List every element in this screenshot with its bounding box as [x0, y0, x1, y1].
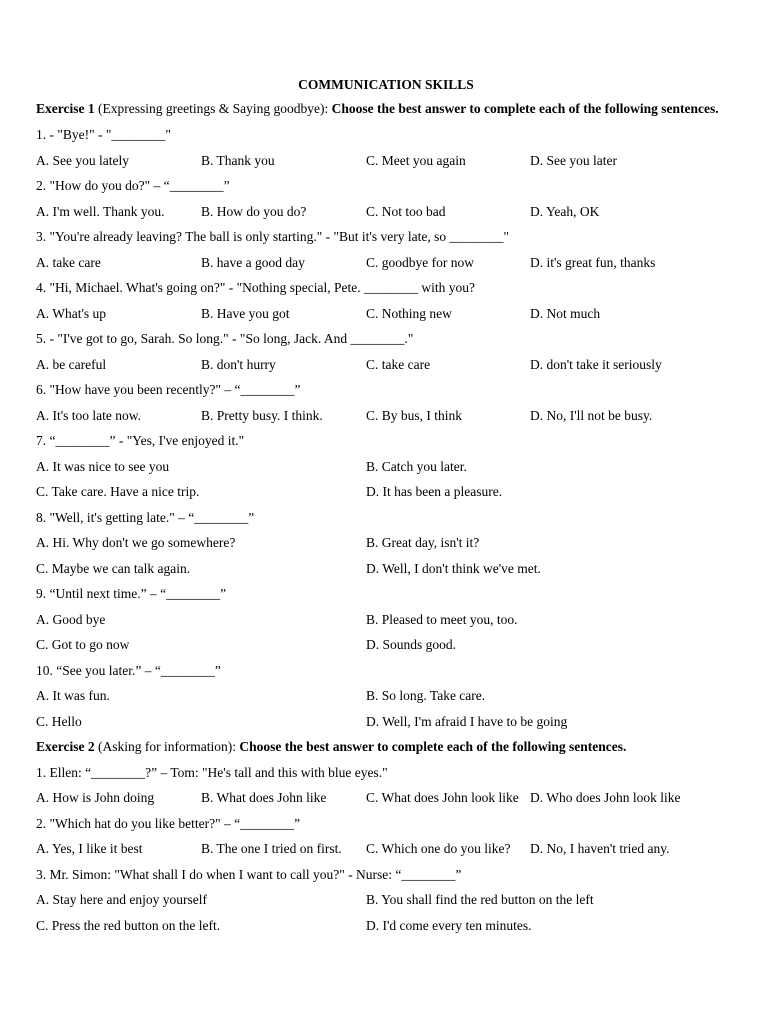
question-7: 7. “________” - "Yes, I've enjoyed it."	[36, 433, 245, 448]
question-10: 10. “See you later.” – “________”	[36, 662, 221, 678]
question-1: 1. - "Bye!" - "________"	[36, 127, 171, 142]
question-9: 9. “Until next time.” – “________”	[36, 586, 227, 601]
question-6: 6. "How have you been recently?" – “________”	[36, 382, 301, 397]
question-3-option-d: D. it's great fun, thanks	[530, 254, 656, 270]
exercise-2-question-3-option-d: D. I'd come every ten minutes.	[366, 917, 532, 933]
exercise-2-topic: (Asking for information):	[97, 739, 236, 754]
question-2-option-a: A. I'm well. Thank you.	[36, 203, 165, 219]
question-3: 3. "You're already leaving? The ball is only starting." - "But it's very late, so ________"	[36, 229, 509, 244]
exercise-1-label: Exercise 1	[36, 101, 95, 116]
question-5: 5. - "I've got to go, Sarah. So long." - "So long, Jack. And ________."	[36, 331, 414, 346]
exercise-2-question-2-option-d: D. No, I haven't tried any.	[530, 841, 670, 856]
question-2: 2. "How do you do?" – “________”	[36, 178, 230, 193]
exercise-2-question-3-options-cd	[36, 913, 736, 939]
question-1-option-c: C. Meet you again	[366, 152, 466, 168]
exercise-2-question-2-options	[36, 836, 736, 862]
question-7-options-cd	[36, 479, 736, 505]
exercise-2-heading	[36, 734, 736, 760]
question-9-options-ab	[36, 607, 736, 633]
question-5-option-a: A. be careful	[36, 356, 107, 372]
exercise-1-instruction: Choose the best answer to complete each of the following sentences.	[331, 101, 719, 116]
question-10-option-c: C. Hello	[36, 713, 82, 729]
question-8: 8. "Well, it's getting late." – “________”	[36, 509, 255, 525]
exercise-2-question-3-option-b: B. You shall find the red button on the left	[366, 892, 594, 907]
question-4-option-b: B. Have you got	[201, 305, 290, 321]
question-8-option-a: A. Hi. Why don't we go somewhere?	[36, 535, 236, 550]
question-4-option-d: D. Not much	[530, 305, 601, 321]
question-7-option-a: A. It was nice to see you	[36, 458, 170, 474]
exercise-2-question-1-option-d: D. Who does John look like	[530, 790, 681, 805]
question-8-options-cd	[36, 556, 736, 582]
exercise-2-question-1-options	[36, 785, 736, 811]
exercise-2-question-3: 3. Mr. Simon: "What shall I do when I want to call you?" - Nurse: “________”	[36, 866, 462, 882]
question-5-option-d: D. don't take it seriously	[530, 356, 662, 372]
question-10-option-b: B. So long. Take care.	[366, 688, 486, 703]
question-3-option-b: B. have a good day	[201, 254, 305, 270]
exercise-2-question-1-option-a: A. How is John doing	[36, 790, 155, 805]
question-10-option-d: D. Well, I'm afraid I have to be going	[366, 713, 568, 729]
question-8-option-c: C. Maybe we can talk again.	[36, 560, 191, 576]
question-3-options	[36, 250, 736, 276]
exercise-2-question-3-option-a: A. Stay here and enjoy yourself	[36, 892, 207, 907]
question-4-option-c: C. Nothing new	[366, 305, 452, 321]
question-7-options-ab	[36, 454, 736, 480]
question-2-option-b: B. How do you do?	[201, 203, 307, 219]
question-4-option-a: A. What's up	[36, 305, 107, 321]
exercise-2-question-2-option-b: B. The one I tried on first.	[201, 841, 342, 856]
question-1-option-a: A. See you lately	[36, 152, 129, 168]
question-2-option-d: D. Yeah, OK	[530, 203, 600, 219]
question-6-option-c: C. By bus, I think	[366, 407, 463, 423]
question-6-option-a: A. It's too late now.	[36, 407, 142, 423]
question-7-option-d: D. It has been a pleasure.	[366, 484, 503, 499]
question-7-option-b: B. Catch you later.	[366, 458, 467, 474]
question-9-option-a: A. Good bye	[36, 611, 106, 627]
worksheet-page	[36, 74, 736, 938]
exercise-2-question-3-options-ab	[36, 887, 736, 913]
question-9-option-c: C. Got to go now	[36, 637, 130, 652]
question-1-options	[36, 148, 736, 174]
question-5-option-c: C. take care	[366, 356, 431, 372]
question-6-option-d: D. No, I'll not be busy.	[530, 407, 653, 423]
question-3-option-c: C. goodbye for now	[366, 254, 474, 270]
exercise-2-question-1-option-b: B. What does John like	[201, 790, 327, 805]
question-8-option-d: D. Well, I don't think we've met.	[366, 560, 541, 576]
exercise-2-instruction: Choose the best answer to complete each of the following sentences.	[239, 739, 627, 754]
question-1-option-b: B. Thank you	[201, 152, 275, 168]
question-3-option-a: A. take care	[36, 254, 101, 270]
question-4: 4. "Hi, Michael. What's going on?" - "Nothing special, Pete. ________ with you?	[36, 280, 476, 295]
exercise-2-question-3-option-c: C. Press the red button on the left.	[36, 917, 221, 933]
exercise-1-heading	[36, 99, 736, 118]
question-8-options-ab	[36, 530, 736, 556]
question-2-option-c: C. Not too bad	[366, 203, 446, 219]
question-9-option-b: B. Pleased to meet you, too.	[366, 611, 518, 627]
question-1-option-d: D. See you later	[530, 152, 617, 168]
question-10-options-cd	[36, 709, 736, 735]
question-7-option-c: C. Take care. Have a nice trip.	[36, 484, 200, 499]
exercise-1-topic: (Expressing greetings & Saying goodbye):	[97, 101, 329, 116]
question-4-options	[36, 301, 736, 327]
question-5-options	[36, 352, 736, 378]
exercise-2-label: Exercise 2	[36, 739, 95, 754]
page-title: COMMUNICATION SKILLS	[298, 77, 474, 92]
exercise-2-question-1-option-c: C. What does John look like	[366, 790, 519, 805]
question-2-options	[36, 199, 736, 225]
question-10-options-ab	[36, 683, 736, 709]
exercise-2-question-2-option-a: A. Yes, I like it best	[36, 841, 143, 856]
question-10-option-a: A. It was fun.	[36, 688, 110, 703]
question-9-option-d: D. Sounds good.	[366, 637, 457, 652]
exercise-2-question-2-option-c: C. Which one do you like?	[366, 841, 511, 856]
question-6-options	[36, 403, 736, 429]
question-8-option-b: B. Great day, isn't it?	[366, 535, 480, 550]
question-5-option-b: B. don't hurry	[201, 356, 276, 372]
exercise-2-question-1: 1. Ellen: “________?” – Tom: "He's tall and this with blue eyes."	[36, 764, 388, 780]
question-9-options-cd	[36, 632, 736, 658]
question-6-option-b: B. Pretty busy. I think.	[201, 407, 323, 423]
exercise-2-question-2: 2. "Which hat do you like better?" – “________”	[36, 815, 301, 831]
